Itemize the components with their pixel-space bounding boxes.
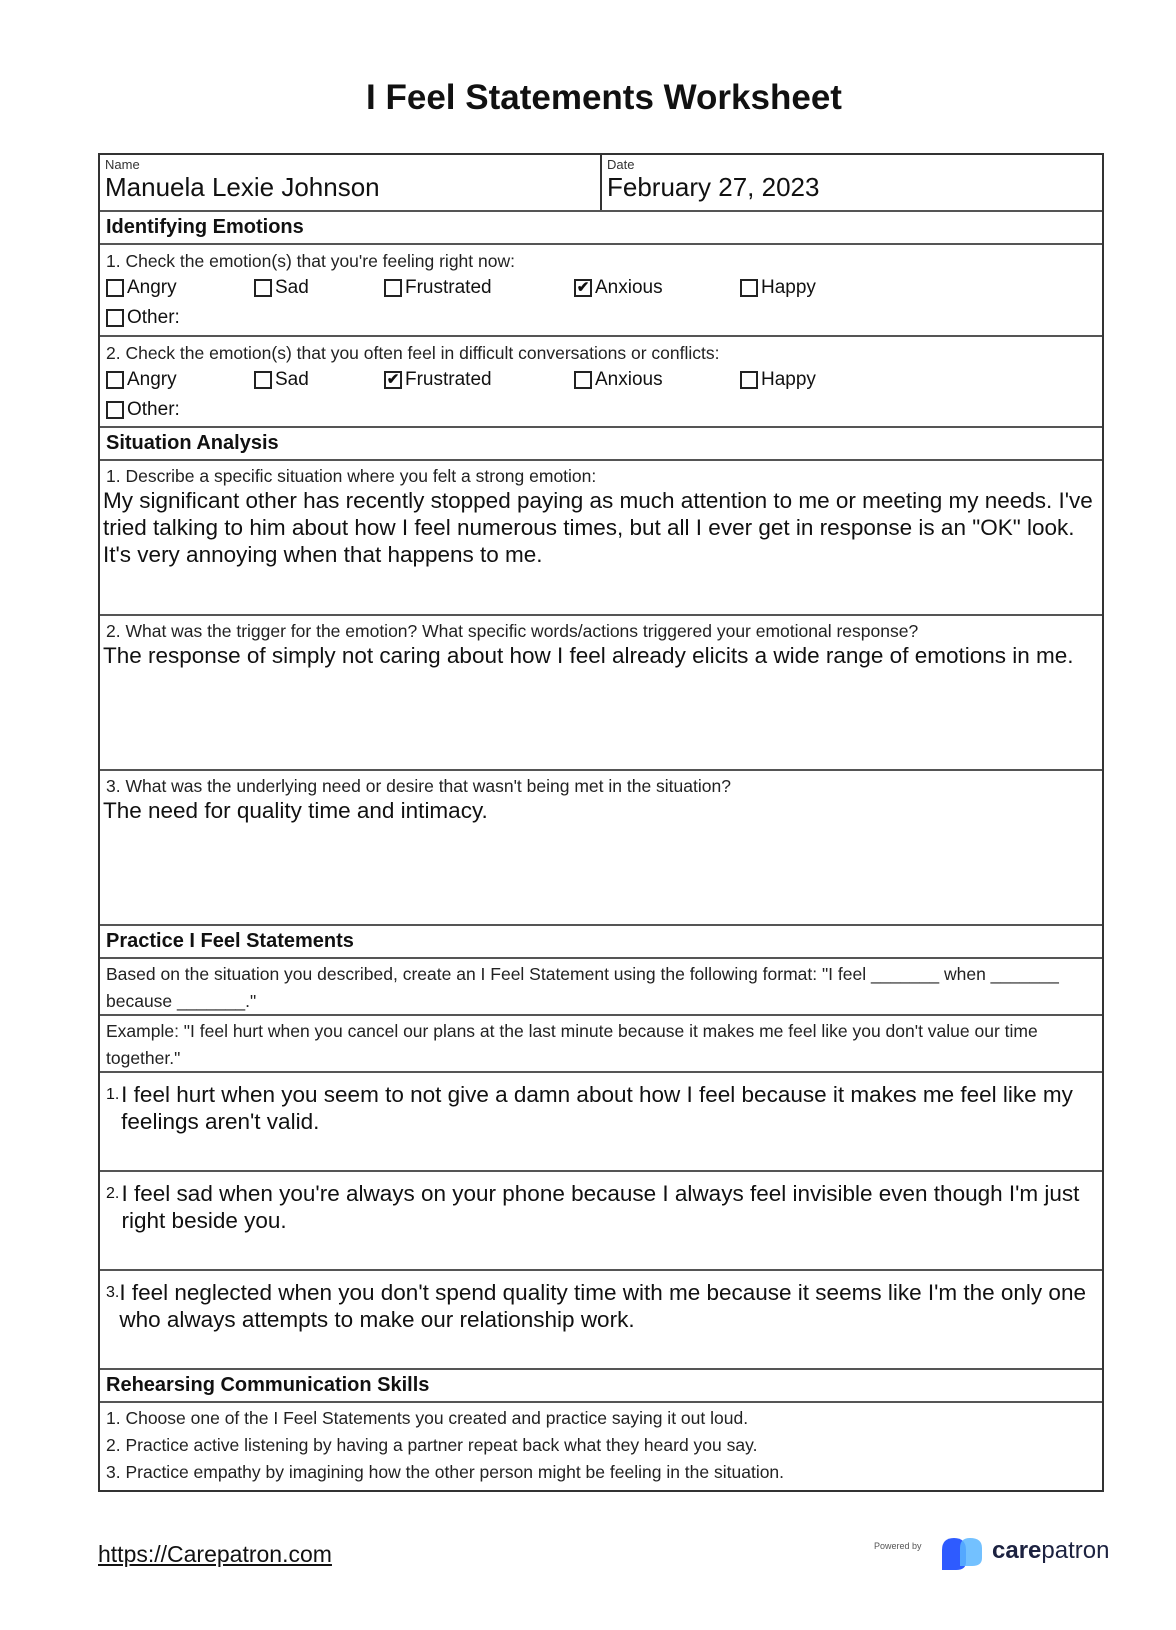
question-text: 3. What was the underlying need or desire that wasn't being met in the situation? bbox=[106, 776, 731, 796]
statement-text: I feel sad when you're always on your phone because I always feel invisible even though I'm just right beside you. bbox=[121, 1181, 1080, 1233]
checkbox-icon[interactable] bbox=[106, 309, 124, 327]
checkbox-anxious[interactable] bbox=[574, 365, 740, 395]
rehearsing-item: 3. Practice empathy by imagining how the other person might be feeling in the situation. bbox=[106, 1462, 785, 1482]
checkbox-icon[interactable] bbox=[106, 371, 124, 389]
date-label: Date bbox=[607, 157, 635, 172]
checkbox-happy[interactable] bbox=[740, 365, 860, 395]
statement-3[interactable] bbox=[100, 1271, 1102, 1370]
name-date-row bbox=[100, 155, 1102, 212]
page-title: I Feel Statements Worksheet bbox=[366, 78, 842, 117]
emotions-question-1 bbox=[100, 245, 1102, 337]
question-text: 2. Check the emotion(s) that you often feel in difficult conversations or conflicts: bbox=[106, 343, 720, 363]
section-heading-identifying: Identifying Emotions bbox=[100, 212, 1102, 245]
practice-instruction: Based on the situation you described, create an I Feel Statement using the following format: "I feel _______ when _______ because _______." bbox=[100, 959, 1102, 1016]
statement-number: 1. bbox=[106, 1086, 120, 1103]
checkbox-label: Frustrated bbox=[405, 369, 492, 390]
carepatron-link[interactable]: https://Carepatron.com bbox=[98, 1541, 332, 1567]
statement-number: 2. bbox=[106, 1185, 120, 1202]
checkbox-checked-icon[interactable]: ✔ bbox=[384, 371, 402, 389]
checkbox-checked-icon[interactable]: ✔ bbox=[574, 279, 592, 297]
checkbox-icon[interactable] bbox=[254, 279, 272, 297]
brand-rest: patron bbox=[1041, 1537, 1110, 1564]
answer-text: The response of simply not caring about how I feel already elicits a wide range of emotions in me. bbox=[103, 643, 1074, 668]
name-value: Manuela Lexie Johnson bbox=[105, 172, 380, 202]
checkbox-sad[interactable] bbox=[254, 365, 384, 395]
checkbox-label: Happy bbox=[761, 277, 816, 298]
brand-bold: care bbox=[992, 1537, 1042, 1564]
carepatron-brand bbox=[992, 1537, 1109, 1565]
checkbox-icon[interactable] bbox=[106, 401, 124, 419]
checkbox-icon[interactable] bbox=[254, 371, 272, 389]
checkbox-label: Angry bbox=[127, 277, 177, 298]
checkbox-group-2 bbox=[100, 365, 1102, 395]
statement-number: 3. bbox=[106, 1284, 120, 1301]
statement-text: I feel neglected when you don't spend quality time with me because it seems like I'm the only one who always attempts to make our relationship work. bbox=[119, 1280, 1086, 1332]
practice-example: Example: "I feel hurt when you cancel our plans at the last minute because it makes me feel like you don't value our time together." bbox=[100, 1016, 1102, 1073]
checkbox-angry[interactable] bbox=[106, 365, 254, 395]
checkbox-frustrated[interactable] bbox=[384, 273, 574, 303]
worksheet bbox=[98, 153, 1104, 1492]
checkbox-frustrated[interactable] bbox=[384, 365, 574, 395]
statement-1[interactable] bbox=[100, 1073, 1102, 1172]
section-heading-practice: Practice I Feel Statements bbox=[100, 926, 1102, 959]
rehearsing-item: 2. Practice active listening by having a partner repeat back what they heard you say. bbox=[106, 1435, 758, 1455]
checkbox-icon[interactable] bbox=[740, 279, 758, 297]
statement-text: I feel hurt when you seem to not give a damn about how I feel because it makes me feel like my feelings aren't valid. bbox=[121, 1082, 1073, 1134]
checkbox-anxious[interactable] bbox=[574, 273, 740, 303]
question-text: 2. What was the trigger for the emotion? What specific words/actions triggered your emotional response? bbox=[106, 621, 919, 641]
other-row bbox=[100, 395, 1102, 425]
answer-text: The need for quality time and intimacy. bbox=[103, 798, 488, 823]
checkbox-label: Anxious bbox=[595, 277, 663, 298]
rehearsing-list bbox=[100, 1403, 1102, 1490]
checkbox-icon[interactable] bbox=[106, 279, 124, 297]
checkbox-happy[interactable] bbox=[740, 273, 860, 303]
checkbox-other[interactable] bbox=[106, 303, 180, 333]
statement-2[interactable] bbox=[100, 1172, 1102, 1271]
checkbox-label: Anxious bbox=[595, 369, 663, 390]
checkbox-icon[interactable] bbox=[740, 371, 758, 389]
checkbox-label: Happy bbox=[761, 369, 816, 390]
checkbox-label: Sad bbox=[275, 369, 309, 390]
checkbox-icon[interactable] bbox=[384, 279, 402, 297]
carepatron-logo-icon bbox=[938, 1536, 988, 1572]
checkbox-label: Frustrated bbox=[405, 277, 492, 298]
checkbox-sad[interactable] bbox=[254, 273, 384, 303]
section-heading-rehearsing: Rehearsing Communication Skills bbox=[100, 1370, 1102, 1403]
other-row bbox=[100, 303, 1102, 333]
checkbox-icon[interactable] bbox=[574, 371, 592, 389]
rehearsing-item: 1. Choose one of the I Feel Statements you created and practice saying it out loud. bbox=[106, 1408, 749, 1428]
name-label: Name bbox=[105, 157, 140, 172]
question-text: 1. Describe a specific situation where you felt a strong emotion: bbox=[106, 466, 597, 486]
situation-question-2[interactable] bbox=[100, 616, 1102, 771]
checkbox-other[interactable] bbox=[106, 395, 180, 425]
question-text: 1. Check the emotion(s) that you're feeling right now: bbox=[106, 251, 515, 271]
situation-question-3[interactable] bbox=[100, 771, 1102, 926]
emotions-question-2 bbox=[100, 337, 1102, 428]
checkbox-label: Other: bbox=[127, 399, 180, 420]
powered-by-label: Powered by bbox=[874, 1541, 922, 1551]
checkbox-label: Angry bbox=[127, 369, 177, 390]
checkbox-group-1 bbox=[100, 273, 1102, 303]
situation-question-1[interactable] bbox=[100, 461, 1102, 616]
date-field[interactable] bbox=[600, 155, 1102, 210]
checkbox-angry[interactable] bbox=[106, 273, 254, 303]
checkbox-label: Sad bbox=[275, 277, 309, 298]
name-field[interactable] bbox=[100, 155, 600, 210]
section-heading-situation: Situation Analysis bbox=[100, 428, 1102, 461]
answer-text: My significant other has recently stopped paying as much attention to me or meeting my needs. I've tried talking to him about how I feel numerous times, but all I ever get in response is an "OK" look. It's very annoying when that happens to me. bbox=[103, 488, 1093, 567]
date-value: February 27, 2023 bbox=[607, 172, 820, 202]
checkbox-label: Other: bbox=[127, 307, 180, 328]
